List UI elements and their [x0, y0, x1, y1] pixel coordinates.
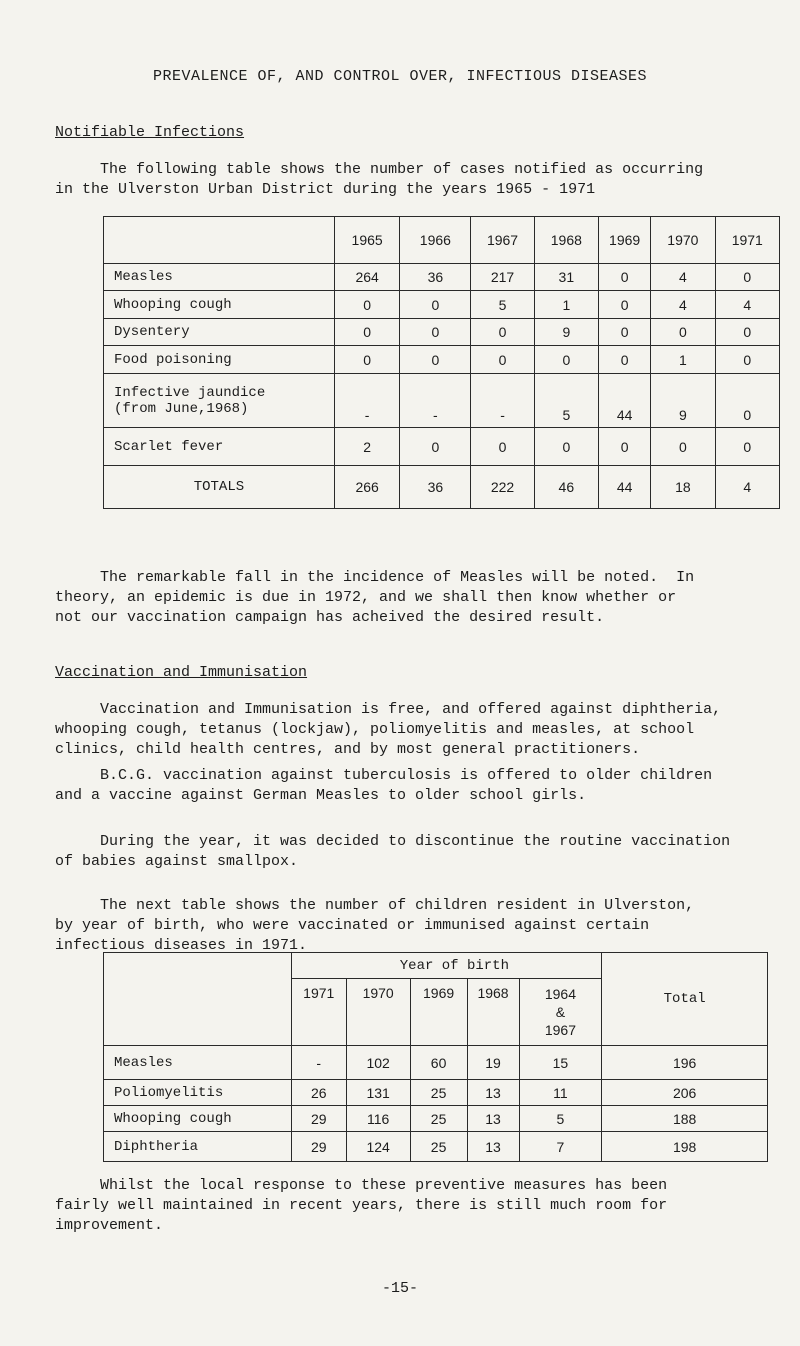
cell: 0: [599, 319, 651, 346]
table-row: [104, 346, 780, 374]
cell: 198: [602, 1132, 768, 1162]
total-cell: 44: [599, 466, 651, 509]
cell: 0: [471, 428, 534, 466]
cell: 60: [410, 1046, 467, 1080]
cell: 13: [467, 1106, 519, 1132]
section-heading-notifiable: Notifiable Infections: [55, 124, 245, 141]
cell: 0: [651, 319, 715, 346]
cell: 0: [534, 428, 598, 466]
totals-row: [104, 466, 780, 509]
notifiable-infections-table: [103, 216, 780, 509]
table-header-row: [104, 953, 768, 979]
cell: 1: [651, 346, 715, 374]
year-header: 1971: [715, 217, 779, 264]
cell: 44: [599, 374, 651, 428]
cell: 4: [651, 264, 715, 291]
cell: 0: [334, 319, 399, 346]
page-title: PREVALENCE OF, AND CONTROL OVER, INFECTIOUS DISEASES: [152, 68, 648, 85]
year-header: 1971: [291, 979, 346, 1046]
total-header: Total: [602, 953, 768, 1046]
year-header: 1967: [471, 217, 534, 264]
cell: 29: [291, 1132, 346, 1162]
table-row: [104, 374, 780, 428]
year-header: 1970: [346, 979, 410, 1046]
cell: 13: [467, 1132, 519, 1162]
year-header-range: [519, 979, 602, 1046]
year-header: 1966: [400, 217, 471, 264]
year-header: 1969: [410, 979, 467, 1046]
vaccination-paragraph-1: Vaccination and Immunisation is free, and offered against diphtheria, whooping cough, tetanus (lockjaw), poliomyelitis and measles, at school clinics, child health centres, and by most general practitioners.: [55, 701, 722, 758]
row-label: Poliomyelitis: [104, 1080, 292, 1106]
vaccination-paragraph-2: B.C.G. vaccination against tuberculosis is offered to older children and a vaccine against German Measles to older school girls.: [55, 767, 713, 804]
table-row: [104, 1106, 768, 1132]
cell: 0: [715, 346, 779, 374]
cell: 0: [599, 346, 651, 374]
cell: -: [291, 1046, 346, 1080]
cell: 36: [400, 264, 471, 291]
header-blank: [104, 953, 292, 1046]
cell: 0: [599, 264, 651, 291]
range-conj: &: [555, 1004, 566, 1020]
range-end: 1967: [544, 1022, 576, 1038]
table-row: [104, 1132, 768, 1162]
cell: 0: [599, 428, 651, 466]
table-header-row: [104, 217, 780, 264]
totals-label: TOTALS: [104, 466, 335, 509]
range-start: 1964: [544, 986, 576, 1002]
row-label: Measles: [104, 1046, 292, 1080]
table-row: [104, 291, 780, 319]
row-label: Measles: [104, 264, 335, 291]
table-row: [104, 319, 780, 346]
cell: 4: [651, 291, 715, 319]
cell: 0: [400, 319, 471, 346]
cell: 25: [410, 1106, 467, 1132]
total-cell: 18: [651, 466, 715, 509]
cell: 0: [400, 291, 471, 319]
cell: 7: [519, 1132, 602, 1162]
cell: 0: [400, 428, 471, 466]
cell: 217: [471, 264, 534, 291]
row-label: Dysentery: [104, 319, 335, 346]
cell: -: [471, 374, 534, 428]
total-cell: 222: [471, 466, 534, 509]
year-header: 1968: [467, 979, 519, 1046]
cell: 188: [602, 1106, 768, 1132]
cell: 9: [534, 319, 598, 346]
cell: 0: [334, 346, 399, 374]
cell: 11: [519, 1080, 602, 1106]
cell: 0: [334, 291, 399, 319]
cell: -: [334, 374, 399, 428]
cell: 13: [467, 1080, 519, 1106]
row-label: Whooping cough: [104, 291, 335, 319]
cell: 124: [346, 1132, 410, 1162]
cell: -: [400, 374, 471, 428]
total-cell: 266: [334, 466, 399, 509]
cell: 4: [715, 291, 779, 319]
cell: 0: [471, 346, 534, 374]
cell: 15: [519, 1046, 602, 1080]
row-label-line1: Infective jaundice: [114, 384, 266, 401]
cell: 25: [410, 1132, 467, 1162]
cell: 5: [534, 374, 598, 428]
cell: 0: [471, 319, 534, 346]
total-cell: 4: [715, 466, 779, 509]
cell: 0: [400, 346, 471, 374]
cell: 0: [715, 428, 779, 466]
cell: 9: [651, 374, 715, 428]
cell: 1: [534, 291, 598, 319]
vaccination-paragraph-4: The next table shows the number of children resident in Ulverston, by year of birth, who were vaccinated or immunised against certain infectious diseases in 1971.: [55, 897, 695, 954]
cell: 0: [534, 346, 598, 374]
total-cell: 36: [400, 466, 471, 509]
year-header: 1970: [651, 217, 715, 264]
row-label: Food poisoning: [104, 346, 335, 374]
total-cell: 46: [534, 466, 598, 509]
row-label-line2: (from June,1968): [114, 400, 249, 417]
cell: 116: [346, 1106, 410, 1132]
cell: 19: [467, 1046, 519, 1080]
year-header: 1968: [534, 217, 598, 264]
section-heading-vaccination: Vaccination and Immunisation: [55, 664, 308, 681]
vaccination-paragraph-3: During the year, it was decided to discontinue the routine vaccination of babies against smallpox.: [55, 833, 731, 870]
cell: 0: [651, 428, 715, 466]
cell: 0: [599, 291, 651, 319]
page-number: -15-: [381, 1280, 418, 1297]
cell: 2: [334, 428, 399, 466]
intro-paragraph: The following table shows the number of cases notified as occurring in the Ulverston Urban District during the years 1965 - 1971: [55, 161, 704, 198]
cell: 196: [602, 1046, 768, 1080]
table-row: [104, 1080, 768, 1106]
cell: 25: [410, 1080, 467, 1106]
cell: 0: [715, 319, 779, 346]
cell: 0: [715, 264, 779, 291]
year-header: 1965: [334, 217, 399, 264]
cell: 26: [291, 1080, 346, 1106]
year-header: 1969: [599, 217, 651, 264]
cell: 5: [471, 291, 534, 319]
cell: 0: [715, 374, 779, 428]
header-blank: [104, 217, 335, 264]
table-row: [104, 264, 780, 291]
table-row: [104, 428, 780, 466]
table-row: [104, 1046, 768, 1080]
year-of-birth-header: Year of birth: [291, 953, 602, 979]
cell: 102: [346, 1046, 410, 1080]
vaccination-table: [103, 952, 768, 1162]
row-label: Scarlet fever: [104, 428, 335, 466]
cell: 264: [334, 264, 399, 291]
row-label: Whooping cough: [104, 1106, 292, 1132]
cell: 131: [346, 1080, 410, 1106]
row-label: [104, 374, 335, 428]
cell: 31: [534, 264, 598, 291]
cell: 206: [602, 1080, 768, 1106]
cell: 29: [291, 1106, 346, 1132]
measles-paragraph: The remarkable fall in the incidence of Measles will be noted. In theory, an epidemic is due in 1972, and we shall then know whether or not our vaccination campaign has acheived the desired result.: [55, 569, 695, 626]
closing-paragraph: Whilst the local response to these preventive measures has been fairly well maintained in recent years, there is still much room for improvement.: [55, 1177, 668, 1234]
cell: 5: [519, 1106, 602, 1132]
row-label: Diphtheria: [104, 1132, 292, 1162]
